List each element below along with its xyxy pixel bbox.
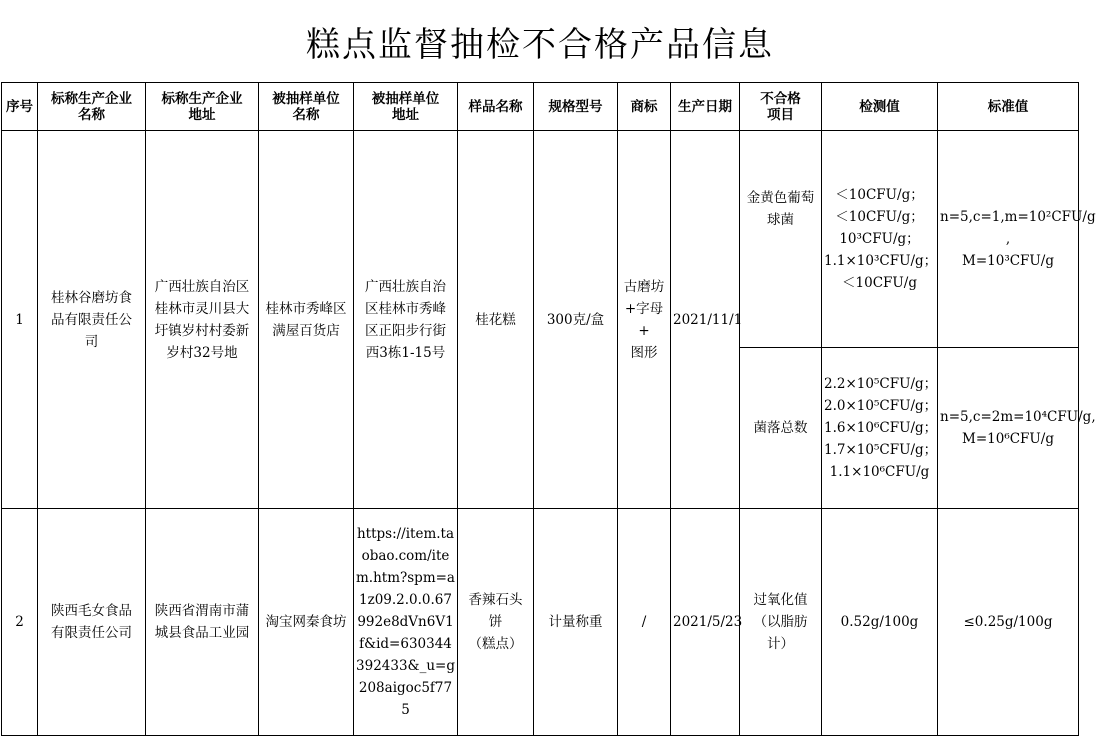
table-row — [2, 509, 1079, 736]
cell-failed-item: 过氧化值 （以脂肪 计） — [740, 509, 822, 736]
cell-no: 2 — [2, 509, 38, 736]
cell-standard-value: n=5,c=1,m=10²CFU/g , M=10³CFU/g — [938, 131, 1079, 348]
cell-brand: 古磨坊 +字母+ 图形 — [618, 131, 671, 509]
cell-standard-value: ≤0.25g/100g — [938, 509, 1079, 736]
header-standard-value: 标准值 — [938, 83, 1079, 131]
header-sample-name: 样品名称 — [458, 83, 534, 131]
table-header-row — [2, 83, 1079, 131]
header-sampled-address: 被抽样单位 地址 — [354, 83, 458, 131]
cell-manufacturer: 桂林谷磨坊食 品有限责任公 司 — [38, 131, 146, 509]
header-measured-value: 检测值 — [822, 83, 938, 131]
cell-measured-value: ＜10CFU/g； ＜10CFU/g； 10³CFU/g； 1.1×10³CFU/g； ＜10CFU/g — [822, 131, 938, 348]
cell-sampled-address-url: https://item.taobao.com/item.htm?spm=a1z09.2.0.0.67992e8dVn6V1f&id=630344392433&_u=g208aigoc5f775 — [354, 509, 458, 736]
cell-spec: 300克/盒 — [534, 131, 618, 509]
header-spec: 规格型号 — [534, 83, 618, 131]
header-brand: 商标 — [618, 83, 671, 131]
cell-sample-name: 香辣石头 饼 （糕点） — [458, 509, 534, 736]
cell-failed-item: 菌落总数 — [740, 348, 822, 509]
cell-failed-item: 金黄色葡萄 球菌 — [740, 131, 822, 348]
cell-manufacturer-address: 陕西省渭南市蒲 城县食品工业园 — [146, 509, 259, 736]
cell-standard-value: n=5,c=2m=10⁴CFU/g, M=10⁶CFU/g — [938, 348, 1079, 509]
cell-sampled-unit: 淘宝网秦食坊 — [259, 509, 354, 736]
cell-measured-value: 0.52g/100g — [822, 509, 938, 736]
document-title: 糕点监督抽检不合格产品信息 — [306, 24, 774, 65]
table-row — [2, 131, 1079, 348]
header-production-date: 生产日期 — [671, 83, 740, 131]
header-failed-item: 不合格 项目 — [740, 83, 822, 131]
cell-measured-value: 2.2×10⁵CFU/g； 2.0×10⁵CFU/g； 1.6×10⁶CFU/g； 1.7×10⁵CFU/g； 1.1×10⁶CFU/g — [822, 348, 938, 509]
cell-sampled-unit: 桂林市秀峰区 满屋百货店 — [259, 131, 354, 509]
cell-brand: / — [618, 509, 671, 736]
header-manufacturer: 标称生产企业 名称 — [38, 83, 146, 131]
cell-sample-name: 桂花糕 — [458, 131, 534, 509]
cell-production-date: 2021/11/1 — [671, 131, 740, 509]
cell-sampled-address: 广西壮族自治 区桂林市秀峰 区正阳步行街 西3栋1-15号 — [354, 131, 458, 509]
unqualified-products-table — [1, 82, 1096, 736]
header-sampled-unit: 被抽样单位 名称 — [259, 83, 354, 131]
cell-spec: 计量称重 — [534, 509, 618, 736]
cell-production-date: 2021/5/23 — [671, 509, 740, 736]
header-manufacturer-address: 标称生产企业 地址 — [146, 83, 259, 131]
cell-manufacturer: 陕西毛女食品 有限责任公司 — [38, 509, 146, 736]
header-no: 序号 — [2, 83, 38, 131]
cell-manufacturer-address: 广西壮族自治区 桂林市灵川县大 圩镇岁村村委新 岁村32号地 — [146, 131, 259, 509]
cell-no: 1 — [2, 131, 38, 509]
